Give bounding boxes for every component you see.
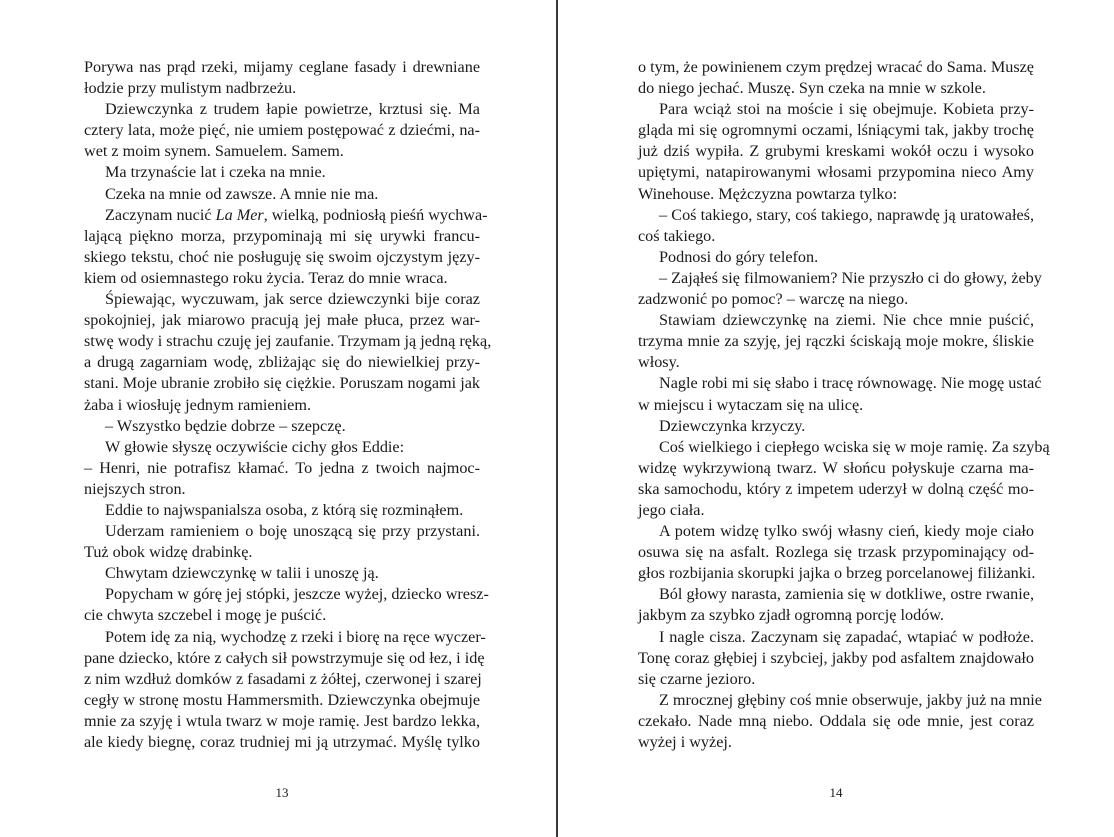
text-line: ska samochodu, który z impetem uderzył w dolną część mo- — [638, 479, 1034, 498]
text-line: coś takiego. — [638, 226, 716, 245]
text-line: zadzwonić po pomoc? – warczę na niego. — [638, 290, 909, 309]
text-line: gląda mi się ogromnymi oczami, lśniącymi tak, jakby trochę — [638, 121, 1034, 140]
text-line: włosy. — [638, 353, 680, 372]
text-line: widzę wykrzywioną twarz. W słońcu połyskuje czarna ma- — [638, 458, 1034, 477]
text-line: pane dziecko, które z całych sił powstrzymuje się od łez, i idę — [84, 648, 485, 667]
text-line: I nagle cisza. Zaczynam się zapadać, wtapiać w podłoże. — [659, 627, 1034, 646]
text-line: z nim wzdłuż domków z fasadami z żółtej, czerwonej i szarej — [84, 669, 482, 688]
text-line: skiego tekstu, choć nie posługuję się swoim ojczystym języ- — [84, 247, 480, 266]
text-line: trzyma mnie za szyję, jej rączki ściskają moje mokre, śliskie — [638, 332, 1034, 351]
text-line: Tuż obok widzę drabinkę. — [84, 543, 253, 562]
text-line: żaba i wiosłuję jednym ramieniem. — [84, 395, 312, 414]
text-line: Uderzam ramieniem o boję unoszącą się przy przystani. — [105, 522, 480, 541]
text-line: – Zająłeś się filmowaniem? Nie przyszło ci do głowy, żeby — [659, 268, 1042, 287]
text-line: Stawiam dziewczynkę na ziemi. Nie chce mnie puścić, — [659, 311, 1034, 330]
text-line: – Henri, nie potrafisz kłamać. To jedna z twoich najmoc- — [84, 458, 480, 477]
text-line: a drugą zagarniam wodę, zbliżając się do niewielkiej przy- — [84, 353, 480, 372]
text-line: Porywa nas prąd rzeki, mijamy ceglane fasady i drewniane — [84, 58, 480, 76]
text-line: Śpiewając, wyczuwam, jak serce dziewczynki bije coraz — [105, 290, 480, 309]
text-line: stani. Moje ubranie zrobiło się ciężkie. Poruszam nogami jak — [84, 374, 480, 393]
text-line: Winehouse. Mężczyzna powtarza tylko: — [638, 184, 898, 203]
text-line: w miejscu i wytaczam się na ulicę. — [638, 395, 864, 414]
text-line: kiem od osiemnastego roku życia. Teraz do mnie wraca. — [84, 268, 448, 287]
text-line: wyżej i wyżej. — [638, 733, 732, 751]
text-line: o tym, że powinienem czym prędzej wracać do Sama. Muszę — [638, 58, 1034, 76]
text-line: Z mrocznej głębiny coś mnie obserwuje, jakby już na mnie — [659, 690, 1042, 709]
left-page-number: 13 — [275, 785, 289, 800]
text-line: Podnosi do góry telefon. — [659, 247, 819, 266]
left-page-text — [84, 57, 492, 753]
text-line: Dziewczynka krzyczy. — [659, 416, 806, 435]
text-line: Popycham w górę jej stópki, jeszcze wyżej, dziecko wresz- — [105, 585, 489, 604]
text-line: mnie za szyję i wtula twarz w moje ramię. Jest bardzo lekka, — [84, 711, 480, 730]
text-line: upiętymi, natapirowanymi włosami przypomina nieco Amy — [638, 163, 1034, 182]
text-line: spokojniej, jak miarowo pracują jej małe płuca, przez war- — [84, 311, 480, 330]
text-line: Zaczynam nucić La Mer, wielką, podniosłą pieśń wychwa- — [105, 205, 488, 224]
text-line: Eddie to najwspanialsza osoba, z którą się rozminąłem. — [105, 500, 464, 519]
song-title: La Mer — [215, 205, 264, 224]
text-line: łodzie przy mulistym nadbrzeżu. — [84, 79, 297, 98]
text-line: jakbym za szybko zjadł ogromną porcję lodów. — [638, 606, 944, 625]
left-page — [0, 0, 556, 837]
text-line: Tonę coraz głębiej i szybciej, jakby pod asfaltem znajdowało — [638, 648, 1034, 667]
text-line: wet z moim synem. Samuelem. Samem. — [84, 142, 344, 161]
text-line: Czeka na mnie od zawsze. A mnie nie ma. — [105, 184, 379, 203]
text-line: W głowie słyszę oczywiście cichy głos Eddie: — [105, 437, 405, 456]
text-line: głos rozbijania skorupki jajka o brzeg porcelanowej filiżanki. — [638, 564, 1036, 583]
text-line: – Wszystko będzie dobrze – szepczę. — [105, 416, 346, 435]
text-line: lającą piękno morza, przypominają mi się urywki francu- — [84, 226, 480, 245]
right-page — [558, 0, 1114, 837]
text-line: ale kiedy biegnę, coraz trudniej mi ją utrzymać. Myślę tylko — [84, 733, 480, 751]
text-line: Ból głowy narasta, zamienia się w dotkliwe, ostre rwanie, — [659, 585, 1034, 604]
text-line: jego ciała. — [638, 500, 705, 519]
text-line: Potem idę za nią, wychodzę z rzeki i biorę na ręce wyczer- — [105, 627, 486, 646]
text-line: cztery lata, może pięć, nie umiem postępować z dziećmi, na- — [84, 121, 480, 140]
text-line: – Coś takiego, stary, coś takiego, naprawdę ją uratowałeś, — [659, 205, 1034, 224]
text-line: już dziś wypiła. Z grubymi kreskami wokół oczu i wysoko — [638, 142, 1034, 161]
text-line: Chwytam dziewczynkę w talii i unoszę ją. — [105, 564, 379, 583]
text-line: Coś wielkiego i ciepłego wciska się w moje ramię. Za szybą — [659, 437, 1050, 456]
right-page-number: 14 — [829, 785, 843, 800]
text-line: Para wciąż stoi na moście i się obejmuje. Kobieta przy- — [659, 100, 1034, 119]
text-line: Dziewczynka z trudem łapie powietrze, krztusi się. Ma — [105, 100, 480, 119]
right-page-text — [638, 57, 1050, 753]
text-line: czekało. Nade mną niebo. Oddala się ode mnie, jest coraz — [638, 711, 1034, 730]
text-line: niejszych stron. — [84, 479, 186, 498]
text-line: cie chwyta szczebel i mogę je puścić. — [84, 606, 327, 625]
text-line: stwę wody i strachu czuję jej zaufanie. Trzymam ją jedną ręką, — [84, 332, 492, 351]
text-line: A potem widzę tylko swój własny cień, kiedy moje ciało — [659, 522, 1034, 541]
text-line: do niego jechać. Muszę. Syn czeka na mnie w szkole. — [638, 79, 986, 98]
text-line: Ma trzynaście lat i czeka na mnie. — [105, 163, 326, 182]
text-line: się czarne jezioro. — [638, 669, 756, 688]
text-line: cegły w stronę mostu Hammersmith. Dziewczynka obejmuje — [84, 690, 480, 709]
text-line: osuwa się na asfalt. Rozlega się trzask przypominający od- — [638, 543, 1034, 562]
text-line: Nagle robi mi się słabo i tracę równowagę. Nie mogę ustać — [659, 374, 1042, 393]
